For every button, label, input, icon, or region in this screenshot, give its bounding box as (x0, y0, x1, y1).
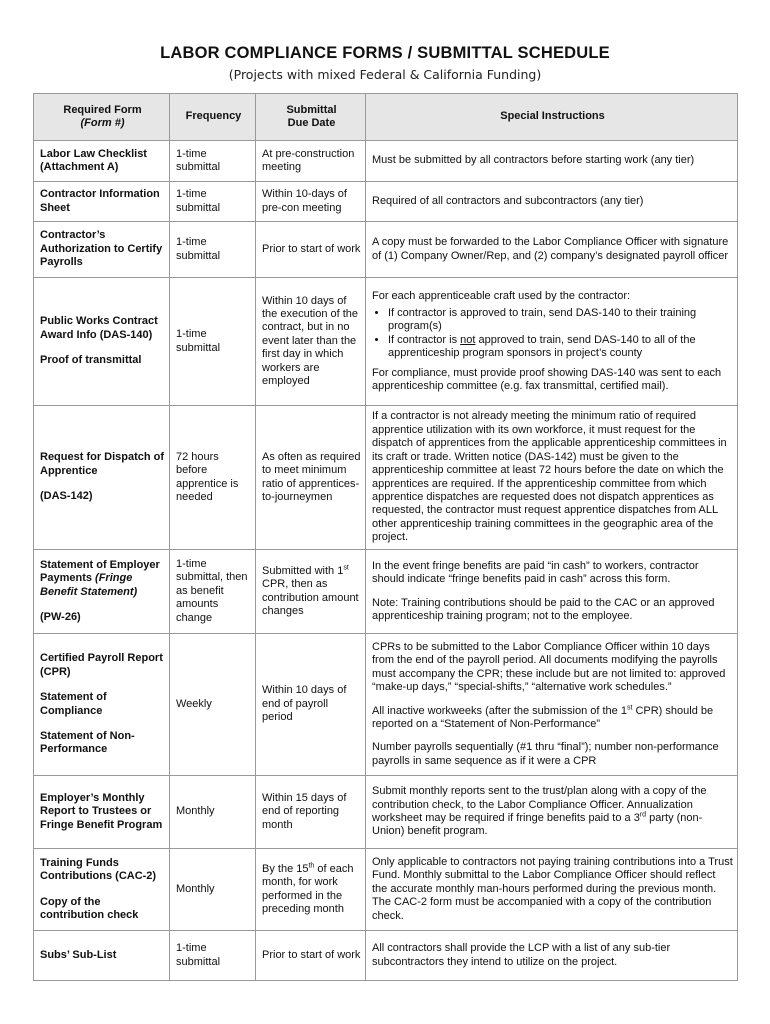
instruction-text: A copy must be forwarded to the Labor Compliance Officer with signature of (1) Company Owner/Rep, and (2) company’s designated payroll officer (372, 236, 729, 262)
table-header-row (34, 94, 738, 141)
form-name: Training Funds Contributions (CAC-2) (40, 856, 157, 883)
instruction-fragment: Submit monthly reports sent to the trust/plan along with a copy of the contribution check, to the Labor Compliance Officer. Annualization worksheet may be required if fringe benefits paid to a 3 (372, 785, 707, 824)
header-form-line1: Required Form (63, 103, 142, 116)
required-form-cell (34, 278, 170, 406)
bullet-text: approved to train, send DAS-140 to all of the apprenticeship program sponsors in project’s county (388, 333, 696, 360)
required-form-cell (34, 849, 170, 931)
form-name: Statement of Non-Performance (40, 729, 135, 756)
table-row (34, 406, 738, 550)
table-row (34, 776, 738, 849)
header-frequency: Frequency (170, 94, 256, 141)
header-required-form (34, 94, 170, 141)
table-row (34, 550, 738, 634)
form-name: Contractor Information Sheet (40, 188, 160, 214)
due-date-cell: Within 10-days of pre-con meeting (256, 182, 366, 222)
table-row (34, 278, 738, 406)
frequency-cell: Weekly (170, 634, 256, 776)
frequency-cell: 72 hours before apprentice is needed (170, 406, 256, 550)
instruction-fragment: CPR) should be reported on a “Statement of Non-Performance” (372, 704, 714, 730)
instructions-cell (366, 278, 738, 406)
table-row (34, 931, 738, 981)
instruction-text: For compliance, must provide proof showing DAS-140 was sent to each apprenticeship committee (e.g. fax transmittal, certified mail). (372, 366, 722, 393)
table-row (34, 222, 738, 278)
instructions-cell (366, 222, 738, 278)
due-date-cell (256, 849, 366, 931)
due-date-cell: Prior to start of work (256, 222, 366, 278)
form-name: (PW-26) (40, 610, 81, 623)
form-name: Certified Payroll Report (CPR) (40, 652, 163, 678)
submittal-schedule-table (33, 93, 738, 981)
header-form-line2: (Form #) (80, 117, 125, 129)
instructions-cell (366, 849, 738, 931)
frequency-cell: 1-time submittal (170, 278, 256, 406)
instructions-cell (366, 406, 738, 550)
instructions-cell (366, 141, 738, 182)
frequency-cell: Monthly (170, 849, 256, 931)
form-name: Statement of Compliance (40, 691, 107, 717)
instruction-text: All contractors shall provide the LCP with a list of any sub-tier subcontractors they intend to utilize on the project. (372, 942, 671, 968)
page-subtitle: (Projects with mixed Federal & California Funding) (228, 67, 542, 82)
form-name: Public Works Contract Award Info (DAS-140) (40, 315, 158, 341)
required-form-cell (34, 182, 170, 222)
due-date-cell: As often as required to meet minimum ratio of apprentices-to-journeymen (256, 406, 366, 550)
due-date-cell (256, 550, 366, 634)
due-date-cell: At pre-construction meeting (256, 141, 366, 182)
required-form-cell (34, 222, 170, 278)
underlined-word: not (460, 333, 476, 346)
instruction-text: CPRs to be submitted to the Labor Compliance Officer within 10 days from the end of the payroll period. All documents modifying the payrolls must accompany the CPR; these include but are not limited to: approved “make-up days,” “special-shifts,” “alternative work schedules.” (372, 640, 726, 694)
form-name (40, 559, 165, 599)
instruction-superscript: st (626, 703, 633, 711)
due-text: By the 15 (262, 862, 309, 875)
frequency-cell: 1-time submittal (170, 182, 256, 222)
form-name: (DAS-142) (40, 490, 93, 503)
table-row (34, 182, 738, 222)
instruction-text (372, 705, 733, 732)
instructions-cell (366, 931, 738, 981)
instruction-superscript: rd (639, 811, 647, 819)
instructions-cell (366, 634, 738, 776)
form-name-italic: (Fringe Benefit Statement) (40, 572, 138, 598)
due-text: of each month, for work performed in the preceding month (262, 862, 354, 915)
header-due-line1: Submittal (286, 103, 337, 116)
required-form-cell (34, 406, 170, 550)
required-form-cell (34, 634, 170, 776)
required-form-cell (34, 141, 170, 182)
form-name-text: Statement of Employer Payments (40, 558, 160, 585)
frequency-cell: 1-time submittal, then as benefit amounts change (170, 550, 256, 634)
instructions-cell (366, 182, 738, 222)
instruction-text (372, 785, 733, 839)
form-name: Copy of the contribution check (40, 895, 139, 921)
required-form-cell (34, 550, 170, 634)
table-row (34, 141, 738, 182)
due-date-cell: Within 10 days of the execution of the contract, but in no event later than the first day in which workers are employed (256, 278, 366, 406)
due-text: Submitted with 1 (262, 564, 344, 577)
instruction-text: If a contractor is not already meeting the minimum ratio of required apprentice utilization with its own workforce, it must request for the dispatch of apprentices from the applicable apprenticeship committees in its craft or trade. Written notice (DAS-142) must be given to the apprenticeship committee at least 72 hours before the date on which the apprentices are required. If the apprenticeship committee from which apprentice dispatches are requested does not dispatch apprentices as requested, the contractor must request apprentice dispatches from ALL other apprenticeship training committees in the geographic area of the project. (372, 410, 727, 544)
instruction-text: In the event fringe benefits are paid “in cash” to workers, contractor should indicate “fringe benefits paid in cash” across this form. (372, 559, 699, 586)
instruction-text: For each apprenticeable craft used by the contractor: (372, 289, 631, 302)
due-date-cell: Within 15 days of end of reporting month (256, 776, 366, 849)
instruction-text: Required of all contractors and subcontractors (any tier) (372, 194, 644, 207)
table-row (34, 634, 738, 776)
header-due-date (256, 94, 366, 141)
instruction-text: Note: Training contributions should be paid to the CAC or an approved apprenticeship training program; not to the employee. (372, 596, 715, 622)
bullet-item: • If contractor is approved to train, send DAS-140 to their training program(s) (388, 307, 733, 334)
due-date-cell: Within 10 days of end of payroll period (256, 634, 366, 776)
form-name: Labor Law Checklist (Attachment A) (40, 147, 147, 173)
frequency-cell: 1-time submittal (170, 931, 256, 981)
due-superscript: st (343, 564, 349, 572)
required-form-cell (34, 776, 170, 849)
table-row (34, 849, 738, 931)
instruction-text: Number payrolls sequentially (#1 thru “final”); number non-performance payrolls in same sequence as if it were a CPR (372, 741, 719, 767)
form-name: Subs’ Sub-List (40, 948, 117, 961)
required-form-cell (34, 931, 170, 981)
due-text: CPR, then as contribution amount changes (262, 578, 359, 617)
bullet-text: If contractor is (388, 333, 461, 346)
frequency-cell: Monthly (170, 776, 256, 849)
form-name: Request for Dispatch of Apprentice (40, 451, 165, 477)
header-special-instructions: Special Instructions (366, 94, 738, 141)
due-date-cell: Prior to start of work (256, 931, 366, 981)
instructions-cell (366, 550, 738, 634)
frequency-cell: 1-time submittal (170, 141, 256, 182)
instructions-cell (366, 776, 738, 849)
form-name: Employer’s Monthly Report to Trustees or Fringe Benefit Program (40, 791, 163, 831)
instruction-text: Only applicable to contractors not paying training contributions into a Trust Fund. Monthly submittal to the Labor Compliance Officer should reflect the accurate monthly man-hours performed during the previous month. The CAC-2 form must be accompanied with a copy of the contribution check. (372, 855, 733, 922)
form-name: Proof of transmittal (40, 354, 142, 367)
bullet-item (388, 334, 733, 361)
page-title: LABOR COMPLIANCE FORMS / SUBMITTAL SCHEDULE (160, 44, 610, 62)
header-due-line2: Due Date (287, 117, 336, 129)
instruction-text: Must be submitted by all contractors before starting work (any tier) (372, 154, 695, 167)
instruction-bullet-list (372, 307, 733, 361)
form-name: Contractor’s Authorization to Certify Payrolls (40, 229, 163, 269)
instruction-fragment: All inactive workweeks (after the submission of the 1 (372, 704, 627, 717)
due-superscript: th (308, 862, 315, 870)
instruction-fragment: party (non-Union) benefit program. (372, 812, 703, 838)
frequency-cell: 1-time submittal (170, 222, 256, 278)
